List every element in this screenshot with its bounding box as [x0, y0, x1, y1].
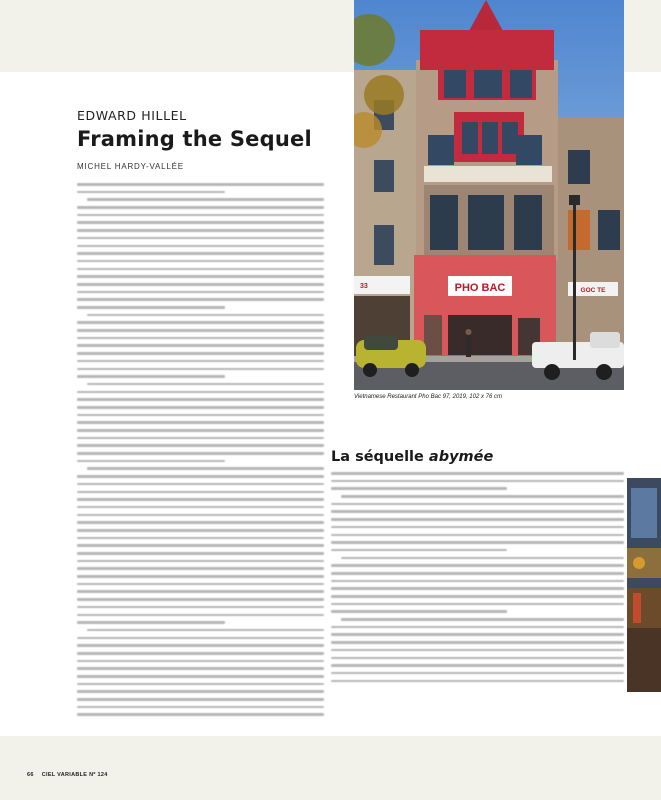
text-line — [87, 314, 324, 317]
text-line — [77, 460, 225, 463]
text-line — [77, 344, 324, 347]
text-line — [77, 706, 324, 709]
text-line — [77, 614, 324, 617]
text-line — [331, 664, 624, 667]
text-line — [77, 506, 324, 509]
text-line — [77, 637, 324, 640]
text-line — [77, 214, 324, 217]
body-text-column — [77, 183, 324, 729]
text-line — [77, 321, 324, 324]
text-line — [77, 652, 324, 655]
text-line — [77, 406, 324, 409]
text-line — [77, 298, 324, 301]
text-line — [77, 437, 324, 440]
text-line — [331, 603, 624, 606]
text-line — [331, 610, 507, 613]
text-line — [331, 487, 507, 490]
text-line — [77, 606, 324, 609]
text-line — [331, 633, 624, 636]
text-line — [77, 667, 324, 670]
text-line — [331, 526, 624, 529]
text-line — [331, 472, 624, 475]
body-text-column-2 — [331, 472, 624, 695]
text-line — [331, 480, 624, 483]
article-author: EDWARD HILLEL — [77, 108, 187, 123]
text-line — [87, 198, 324, 201]
text-line — [77, 544, 324, 547]
text-line — [77, 237, 324, 240]
interior-illustration — [627, 478, 661, 692]
text-line — [77, 221, 324, 224]
text-line — [77, 660, 324, 663]
text-line — [77, 590, 324, 593]
text-line — [87, 383, 324, 386]
text-line — [331, 503, 624, 506]
photo-caption: Vietnamese Restaurant Pho Bac 97, 2019, 102 x 76 cm — [354, 394, 502, 400]
text-line — [77, 252, 324, 255]
text-line — [77, 552, 324, 555]
text-line — [331, 626, 624, 629]
building-illustration — [354, 0, 624, 390]
text-line — [77, 444, 324, 447]
magazine-name: CIEL VARIABLE Nº 124 — [41, 772, 108, 778]
text-line — [77, 452, 324, 455]
text-line — [77, 567, 324, 570]
text-line — [77, 683, 324, 686]
text-line — [77, 537, 324, 540]
text-line — [77, 698, 324, 701]
article-title: Framing the Sequel — [77, 127, 312, 151]
page-number: 66 — [27, 772, 34, 778]
text-line — [77, 191, 225, 194]
text-line — [331, 549, 507, 552]
text-line — [77, 514, 324, 517]
text-line — [77, 491, 324, 494]
text-line — [331, 672, 624, 675]
secondary-photo — [627, 478, 661, 692]
text-line — [77, 391, 324, 394]
text-line — [77, 713, 324, 716]
text-line — [77, 206, 324, 209]
text-line — [77, 275, 324, 278]
article-byline: MICHEL HARDY-VALLÉE — [77, 162, 184, 171]
text-line — [77, 621, 225, 624]
text-line — [77, 268, 324, 271]
text-line — [77, 291, 324, 294]
text-line — [341, 495, 624, 498]
text-line — [77, 521, 324, 524]
text-line — [77, 337, 324, 340]
text-line — [331, 534, 624, 537]
text-line — [77, 690, 324, 693]
text-line — [77, 352, 324, 355]
text-line — [77, 498, 324, 501]
text-line — [77, 368, 324, 371]
text-line — [77, 414, 324, 417]
bottom-band — [0, 736, 661, 800]
text-line — [77, 183, 324, 186]
sign-left: 33 — [360, 283, 368, 290]
text-line — [331, 518, 624, 521]
text-line — [77, 398, 324, 401]
text-line — [331, 649, 624, 652]
text-line — [331, 580, 624, 583]
text-line — [331, 541, 624, 544]
text-line — [331, 680, 624, 683]
restaurant-photo — [354, 0, 624, 390]
text-line — [77, 329, 324, 332]
text-line — [341, 557, 624, 560]
text-line — [341, 618, 624, 621]
text-line — [77, 260, 324, 263]
text-line — [331, 572, 624, 575]
text-line — [77, 245, 324, 248]
text-line — [331, 510, 624, 513]
text-line — [77, 529, 324, 532]
text-line — [331, 564, 624, 567]
text-line — [77, 375, 225, 378]
text-line — [77, 283, 324, 286]
text-line — [331, 641, 624, 644]
section-subhead: La séquelle abymée — [331, 449, 494, 465]
sign-right: GOC TE — [580, 287, 606, 294]
text-line — [77, 560, 324, 563]
text-line — [77, 483, 324, 486]
text-line — [77, 575, 324, 578]
text-line — [77, 583, 324, 586]
text-line — [331, 657, 624, 660]
text-line — [87, 629, 324, 632]
text-line — [77, 475, 324, 478]
text-line — [77, 229, 324, 232]
sign-main: PHO BAC — [454, 282, 506, 294]
text-line — [77, 675, 324, 678]
page-folio — [27, 772, 116, 778]
text-line — [77, 306, 225, 309]
text-line — [77, 598, 324, 601]
text-line — [77, 421, 324, 424]
text-line — [331, 595, 624, 598]
text-line — [77, 429, 324, 432]
text-line — [77, 644, 324, 647]
text-line — [331, 587, 624, 590]
text-line — [77, 360, 324, 363]
text-line — [87, 467, 324, 470]
